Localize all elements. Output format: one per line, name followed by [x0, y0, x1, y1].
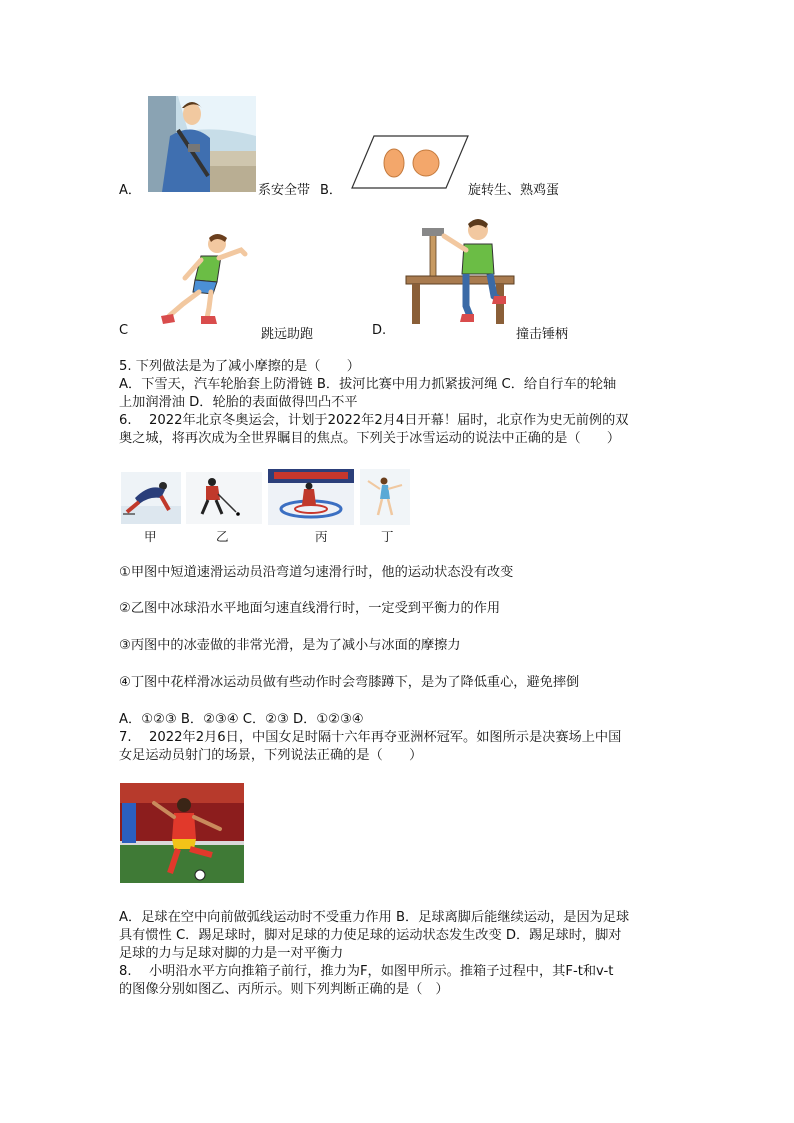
soccer-player-image — [120, 783, 244, 883]
option-c-prefix: C — [119, 323, 129, 338]
q7-stem-line1: 7. 2022年2月6日，中国女足时隔十六年再夺亚洲杯冠军。如图所示是决赛场上中国 — [119, 730, 622, 745]
figure-skating-image — [360, 469, 410, 525]
label-jia: 甲 — [144, 529, 157, 544]
label-ding: 丁 — [381, 529, 394, 544]
label-yi: 乙 — [216, 529, 229, 544]
q6-options: A．①②③ B．②③④ C．②③ D．①②③④ — [119, 712, 364, 727]
option-a-text: 系安全带 — [258, 183, 311, 198]
option-b-text: 旋转生、熟鸡蛋 — [468, 183, 560, 198]
q5-options-line1: A．下雪天，汽车轮胎套上防滑链 B．拔河比赛中用力抓紧拔河绳 C．给自行车的轮轴 — [119, 377, 617, 392]
option-b-prefix: B． — [320, 183, 342, 198]
curling-image — [268, 469, 354, 525]
runner-image — [155, 232, 255, 328]
hammer-bench-image — [404, 216, 516, 328]
q8-stem-line1: 8. 小明沿水平方向推箱子前行，推力为F，如图甲所示。推箱子过程中，其F-t和v-t — [119, 964, 614, 979]
label-bing: 丙 — [315, 529, 328, 544]
q6-statement-1: ①甲图中短道速滑运动员沿弯道匀速滑行时，他的运动状态没有改变 — [119, 565, 514, 580]
q7-options-line1: A．足球在空中向前做弧线运动时不受重力作用 B．足球离脚后能继续运动，是因为足球 — [119, 910, 630, 925]
q5-stem: 5. 下列做法是为了减小摩擦的是（ ） — [119, 359, 360, 374]
q7-options-line3: 足球的力与足球对脚的力是一对平衡力 — [119, 946, 344, 961]
q6-statement-2: ②乙图中冰球沿水平地面匀速直线滑行时，一定受到平衡力的作用 — [119, 601, 501, 616]
q6-stem-line1: 6. 2022年北京冬奥运会，计划于2022年2月4日开幕！届时，北京作为史无前例的双 — [119, 413, 629, 428]
q6-stem-line2: 奥之城，将再次成为全世界瞩目的焦点。下列关于冰雪运动的说法中正确的是（ ） — [119, 431, 621, 446]
ice-hockey-image — [186, 472, 262, 524]
q6-statement-4: ④丁图中花样滑冰运动员做有些动作时会弯膝蹲下，是为了降低重心，避免摔倒 — [119, 675, 580, 690]
speed-skating-image — [121, 472, 181, 524]
q8-stem-line2: 的图像分别如图乙、丙所示。则下列判断正确的是（ ） — [119, 982, 449, 997]
q7-stem-line2: 女足运动员射门的场景，下列说法正确的是（ ） — [119, 748, 423, 763]
option-d-prefix: D. — [372, 323, 387, 338]
eggs-image — [350, 134, 470, 190]
q6-statement-3: ③丙图中的冰壶做的非常光滑，是为了减小与冰面的摩擦力 — [119, 638, 461, 653]
seatbelt-image — [148, 96, 256, 192]
q5-options-line2: 上加润滑油 D．轮胎的表面做得凹凸不平 — [119, 395, 358, 410]
option-a-prefix: A． — [119, 183, 141, 198]
option-d-text: 撞击锤柄 — [516, 327, 569, 342]
option-c-text: 跳远助跑 — [261, 327, 314, 342]
q7-options-line2: 具有惯性 C．踢足球时，脚对足球的力使足球的运动状态发生改变 D．踢足球时，脚对 — [119, 928, 622, 943]
